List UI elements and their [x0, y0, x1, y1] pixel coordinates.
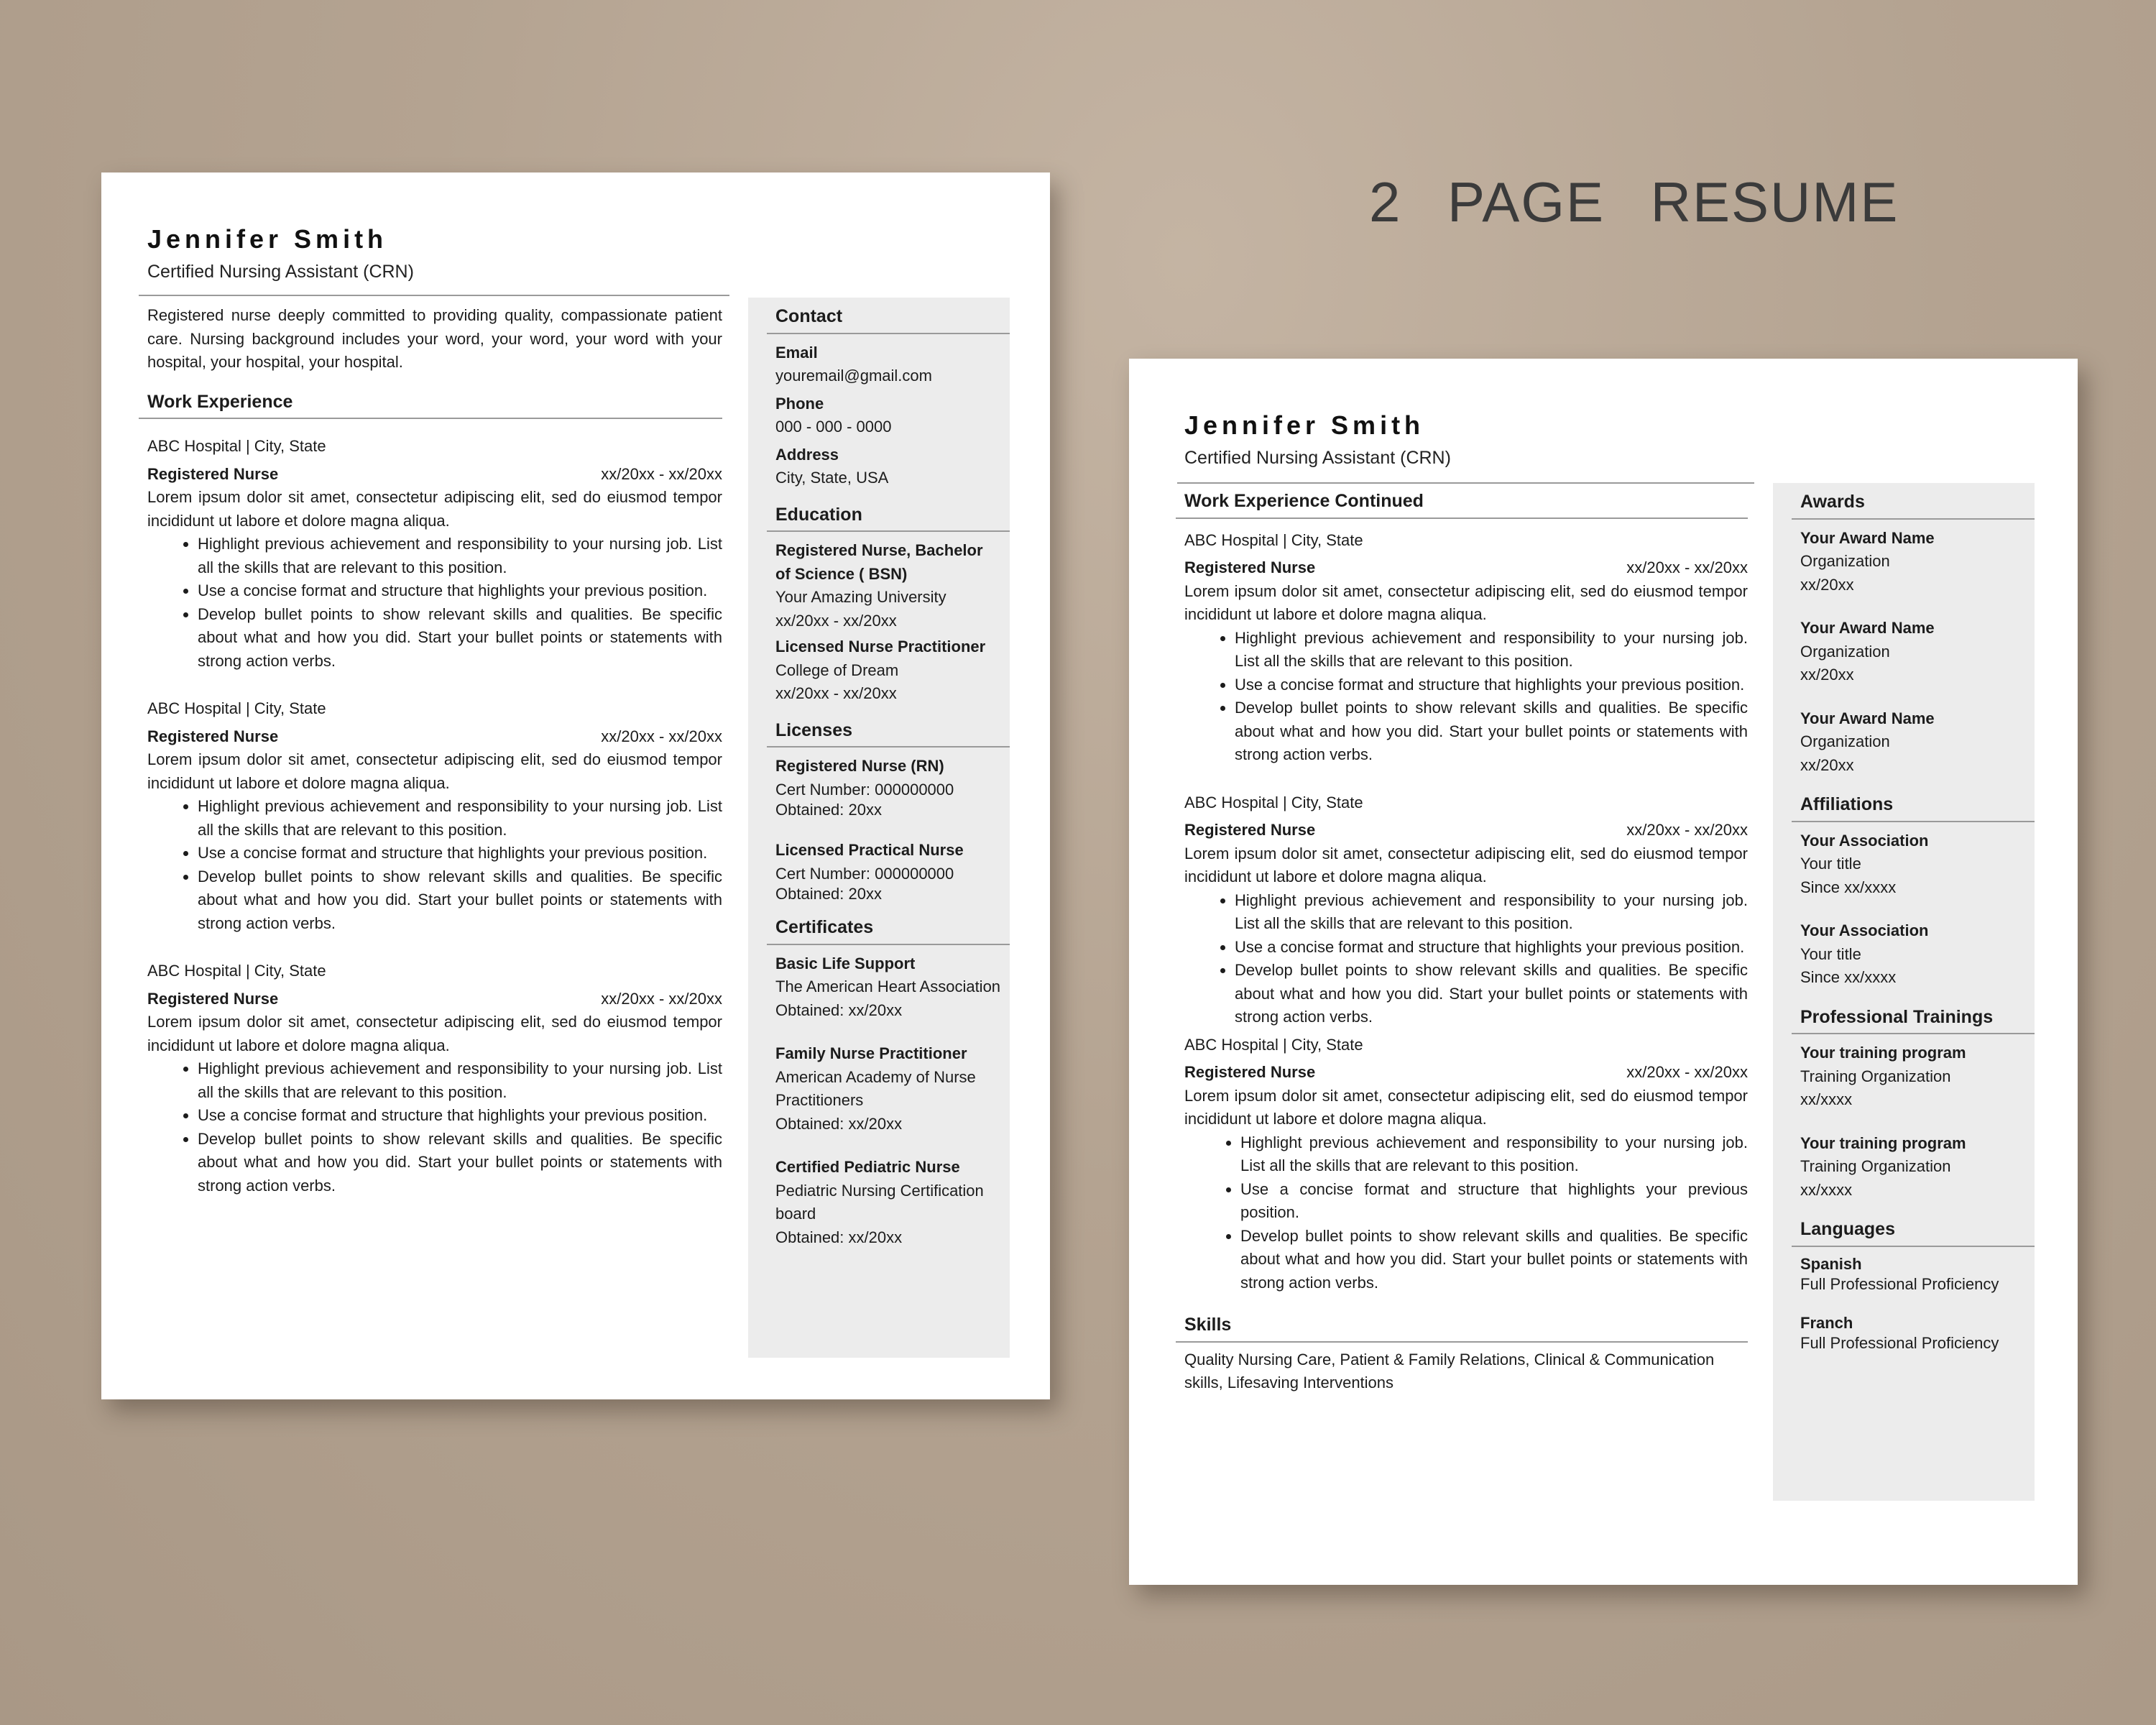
- license-obtained: Obtained: 20xx: [775, 885, 882, 903]
- job-bullets: [1184, 889, 1748, 1029]
- education-block: [748, 532, 1010, 706]
- work-continued-title: Work Experience Continued: [1176, 489, 1748, 519]
- awards-block: [1773, 520, 2035, 778]
- affiliation-name: Your Association: [1800, 831, 1929, 850]
- job-bullet: • Develop bullet points to show relevant skills and qualities. Be specific about what and how you did. Start your bullet points or statements with strong action verbs.: [198, 865, 722, 936]
- certificates-title: Certificates: [767, 908, 1010, 945]
- education-degree: Registered Nurse, Bachelor of Science ( BSN): [775, 541, 983, 583]
- resume-name: Jennifer Smith: [1184, 410, 1425, 440]
- affiliations-block: [1773, 822, 2035, 990]
- language-name: Spanish: [1800, 1254, 1862, 1273]
- job-description: Lorem ipsum dolor sit amet, consectetur adipiscing elit, sed do eiusmod tempor incididunt ut labore et dolore magna aliqua.: [147, 1013, 722, 1054]
- job-description: Lorem ipsum dolor sit amet, consectetur adipiscing elit, sed do eiusmod tempor incididunt ut labore et dolore magna aliqua.: [1184, 844, 1748, 886]
- license-obtained: Obtained: 20xx: [775, 801, 882, 819]
- training-org: Training Organization: [1800, 1067, 1951, 1085]
- job-entry: [1184, 529, 1748, 767]
- job-bullets: [147, 1057, 722, 1197]
- education-title: Education: [767, 496, 1010, 533]
- header-divider: [1177, 482, 1754, 484]
- contact-title: Contact: [767, 298, 1010, 334]
- affiliation-title: Your title: [1800, 855, 1861, 873]
- job-dates: xx/20xx - xx/20xx: [1626, 558, 1748, 576]
- education-dates: xx/20xx - xx/20xx: [775, 611, 897, 630]
- job-dates: xx/20xx - xx/20xx: [1626, 1063, 1748, 1081]
- address-value: City, State, USA: [775, 469, 889, 487]
- job-title: Registered Nurse: [1184, 558, 1316, 576]
- award-org: Organization: [1800, 732, 1890, 750]
- certificate-name: Family Nurse Practitioner: [775, 1044, 967, 1062]
- job-title: Registered Nurse: [147, 727, 279, 745]
- job-bullet: • Develop bullet points to show relevant skills and qualities. Be specific about what and how you did. Start your bullet points or statements with strong action verbs.: [198, 603, 722, 673]
- job-company: ABC Hospital | City, State: [147, 962, 326, 980]
- certificate-obtained: Obtained: xx/20xx: [775, 1228, 903, 1246]
- affiliation-title: Your title: [1800, 944, 1861, 963]
- job-bullet: • Develop bullet points to show relevant skills and qualities. Be specific about what and how you did. Start your bullet points or statements with strong action verbs.: [1240, 1225, 1748, 1295]
- job-description: Lorem ipsum dolor sit amet, consectetur adipiscing elit, sed do eiusmod tempor incididunt ut labore et dolore magna aliqua.: [147, 488, 722, 530]
- language-level: Full Professional Proficiency: [1800, 1274, 1999, 1293]
- job-dates: xx/20xx - xx/20xx: [1626, 821, 1748, 839]
- job-entry: [147, 960, 722, 1197]
- job-company: ABC Hospital | City, State: [1184, 793, 1363, 811]
- job-bullet: • Highlight previous achievement and responsibility to your nursing job. List all the skills that are relevant to this position.: [198, 795, 722, 842]
- job-title: Registered Nurse: [147, 989, 279, 1008]
- job-bullet: • Use a concise format and structure that highlights your previous position.: [1240, 1178, 1748, 1225]
- resume-page-2: [1129, 359, 2078, 1585]
- job-company: ABC Hospital | City, State: [1184, 530, 1363, 549]
- job-bullets: [1184, 627, 1748, 767]
- training-name: Your training program: [1800, 1044, 1966, 1062]
- headline: 2 PAGE RESUME: [1369, 170, 1899, 234]
- training-date: xx/xxxx: [1800, 1090, 1853, 1108]
- training-org: Training Organization: [1800, 1157, 1951, 1175]
- education-dates: xx/20xx - xx/20xx: [775, 684, 897, 702]
- awards-title: Awards: [1792, 483, 2035, 520]
- skills-text: Quality Nursing Care, Patient & Family Relations, Clinical & Communication skills, Lifesaving Interventions: [1184, 1350, 1715, 1392]
- address-label: Address: [775, 445, 839, 464]
- job-bullet: • Highlight previous achievement and responsibility to your nursing job. List all the skills that are relevant to this position.: [1235, 889, 1748, 936]
- resume-role: Certified Nursing Assistant (CRN): [147, 262, 414, 282]
- certificate-name: Certified Pediatric Nurse: [775, 1158, 960, 1176]
- job-bullet: • Use a concise format and structure that highlights your previous position.: [1235, 673, 1748, 697]
- award-name: Your Award Name: [1800, 619, 1935, 637]
- certificate-org: American Academy of Nurse Practitioners: [775, 1067, 976, 1109]
- award-org: Organization: [1800, 642, 1890, 661]
- language-name: Franch: [1800, 1313, 1853, 1332]
- award-date: xx/20xx: [1800, 666, 1854, 684]
- work-experience-title: Work Experience: [139, 390, 722, 420]
- certificate-name: Basic Life Support: [775, 954, 916, 972]
- job-entry: [147, 435, 722, 673]
- award-org: Organization: [1800, 552, 1890, 570]
- job-bullet: • Develop bullet points to show relevant skills and qualities. Be specific about what and how you did. Start your bullet points or statements with strong action verbs.: [198, 1128, 722, 1198]
- training-date: xx/xxxx: [1800, 1180, 1853, 1199]
- job-description: Lorem ipsum dolor sit amet, consectetur adipiscing elit, sed do eiusmod tempor incididunt ut labore et dolore magna aliqua.: [1184, 581, 1748, 623]
- job-bullet: • Highlight previous achievement and responsibility to your nursing job. List all the skills that are relevant to this position.: [198, 533, 722, 579]
- affiliations-title: Affiliations: [1792, 786, 2035, 822]
- job-description: Lorem ipsum dolor sit amet, consectetur adipiscing elit, sed do eiusmod tempor incididunt ut labore et dolore magna aliqua.: [147, 750, 722, 792]
- summary: Registered nurse deeply committed to providing quality, compassionate patient care. Nursing background includes your word, your word, your word with your hospital, your hospital, your hospital.: [147, 306, 722, 371]
- certificate-org: Pediatric Nursing Certification board: [775, 1181, 984, 1223]
- job-entry: [1184, 1034, 1748, 1295]
- award-date: xx/20xx: [1800, 755, 1854, 774]
- affiliation-since: Since xx/xxxx: [1800, 878, 1897, 896]
- job-dates: xx/20xx - xx/20xx: [601, 727, 722, 745]
- award-date: xx/20xx: [1800, 575, 1854, 594]
- license-name: Registered Nurse (RN): [775, 757, 944, 775]
- contact-block: [748, 334, 1010, 490]
- job-title: Registered Nurse: [147, 464, 279, 483]
- affiliation-name: Your Association: [1800, 921, 1929, 939]
- main-column: [1184, 489, 1748, 1395]
- resume-page-1: [101, 172, 1050, 1399]
- language-level: Full Professional Proficiency: [1800, 1333, 1999, 1352]
- phone-value: 000 - 000 - 0000: [775, 418, 892, 436]
- license-name: Licensed Practical Nurse: [775, 841, 964, 859]
- licenses-title: Licenses: [767, 712, 1010, 748]
- training-name: Your training program: [1800, 1133, 1966, 1152]
- job-dates: xx/20xx - xx/20xx: [601, 989, 722, 1008]
- licenses-block: [748, 748, 1010, 903]
- job-bullet: • Use a concise format and structure that highlights your previous position.: [198, 1104, 722, 1128]
- job-title: Registered Nurse: [1184, 1063, 1316, 1081]
- job-bullet: • Develop bullet points to show relevant skills and qualities. Be specific about what and how you did. Start your bullet points or statements with strong action verbs.: [1235, 696, 1748, 767]
- job-company: ABC Hospital | City, State: [147, 437, 326, 455]
- license-cert: Cert Number: 000000000: [775, 864, 954, 883]
- resume-name: Jennifer Smith: [147, 224, 388, 254]
- trainings-block: [1773, 1034, 2035, 1202]
- main-column: [147, 304, 722, 1197]
- resume-role: Certified Nursing Assistant (CRN): [1184, 448, 1451, 468]
- license-cert: Cert Number: 000000000: [775, 780, 954, 799]
- education-school: College of Dream: [775, 661, 899, 679]
- job-bullets: [147, 795, 722, 935]
- email-label: Email: [775, 343, 818, 362]
- job-bullet: • Highlight previous achievement and responsibility to your nursing job. List all the skills that are relevant to this position.: [1235, 627, 1748, 673]
- education-degree: Licensed Nurse Practitioner: [775, 638, 986, 656]
- job-bullet: • Use a concise format and structure that highlights your previous position.: [198, 842, 722, 865]
- phone-label: Phone: [775, 394, 824, 413]
- job-bullet: • Highlight previous achievement and responsibility to your nursing job. List all the skills that are relevant to this position.: [198, 1057, 722, 1104]
- certificate-obtained: Obtained: xx/20xx: [775, 1000, 903, 1019]
- job-bullets: [1184, 1131, 1748, 1295]
- job-bullet: • Use a concise format and structure that highlights your previous position.: [1235, 936, 1748, 960]
- job-dates: xx/20xx - xx/20xx: [601, 464, 722, 483]
- certificates-block: [748, 945, 1010, 1250]
- header-divider: [139, 295, 729, 296]
- job-description: Lorem ipsum dolor sit amet, consectetur adipiscing elit, sed do eiusmod tempor incididunt ut labore et dolore magna aliqua.: [1184, 1086, 1748, 1128]
- job-company: ABC Hospital | City, State: [147, 699, 326, 717]
- sidebar: [748, 298, 1010, 1358]
- award-name: Your Award Name: [1800, 709, 1935, 727]
- skills-title: Skills: [1176, 1313, 1748, 1343]
- job-bullet: • Use a concise format and structure that highlights your previous position.: [198, 579, 722, 603]
- email-value: youremail@gmail.com: [775, 367, 932, 385]
- job-bullets: [147, 533, 722, 673]
- job-company: ABC Hospital | City, State: [1184, 1035, 1363, 1054]
- job-entry: [147, 697, 722, 935]
- affiliation-since: Since xx/xxxx: [1800, 968, 1897, 986]
- job-bullet: • Highlight previous achievement and responsibility to your nursing job. List all the skills that are relevant to this position.: [1240, 1131, 1748, 1178]
- languages-title: Languages: [1792, 1210, 2035, 1247]
- award-name: Your Award Name: [1800, 528, 1935, 547]
- certificate-org: The American Heart Association: [775, 978, 1001, 995]
- job-title: Registered Nurse: [1184, 821, 1316, 839]
- certificate-obtained: Obtained: xx/20xx: [775, 1114, 903, 1133]
- job-bullet: • Develop bullet points to show relevant skills and qualities. Be specific about what and how you did. Start your bullet points or statements with strong action verbs.: [1235, 959, 1748, 1029]
- education-school: Your Amazing University: [775, 588, 946, 606]
- job-entry: [1184, 791, 1748, 1029]
- languages-block: [1773, 1247, 2035, 1353]
- sidebar: [1773, 483, 2035, 1501]
- trainings-title: Professional Trainings: [1792, 998, 2035, 1035]
